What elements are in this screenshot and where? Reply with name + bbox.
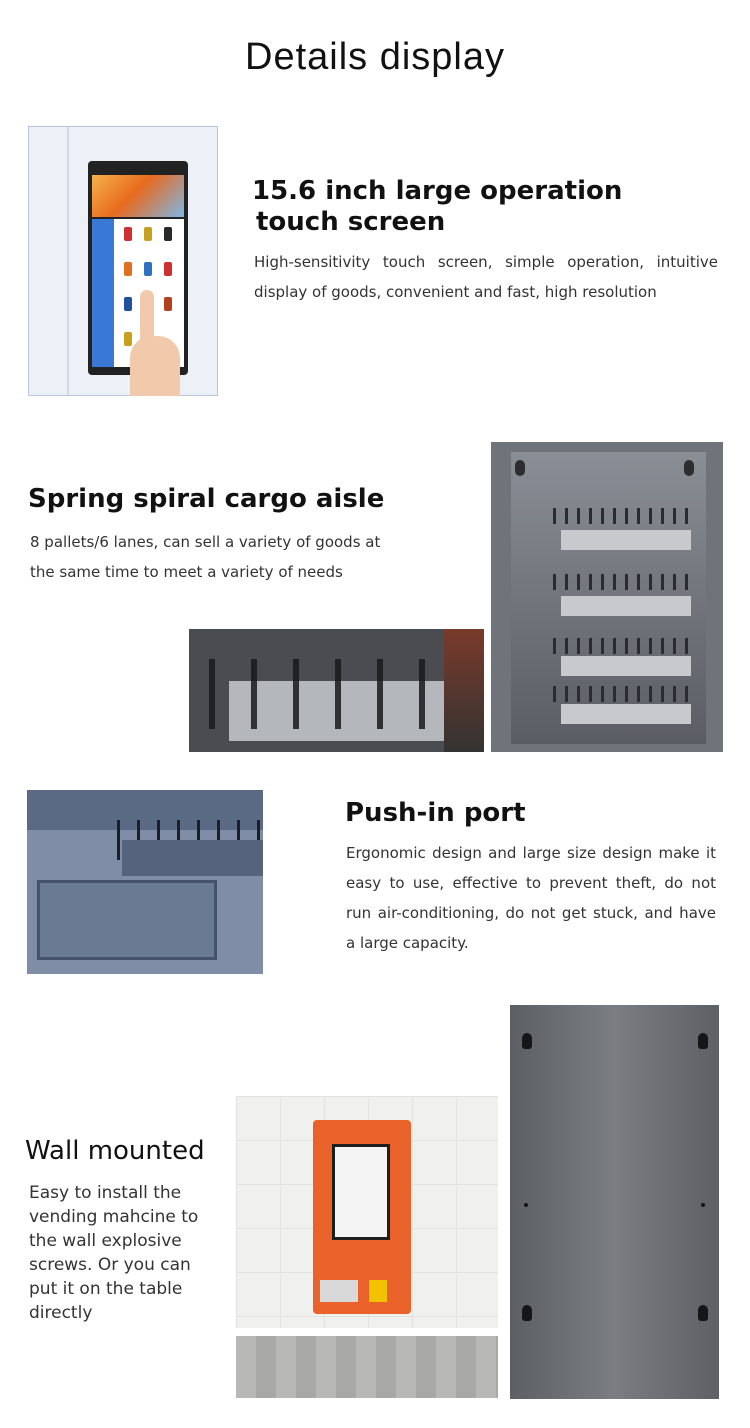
- tray-bracket: [122, 840, 263, 876]
- product-icon: [124, 297, 132, 311]
- mount-hole: [515, 460, 525, 476]
- wall-mounted-line: vending mahcine to: [29, 1207, 199, 1227]
- keyhole-slot: [698, 1305, 708, 1321]
- wall-mounted-line: Easy to install the: [29, 1183, 182, 1203]
- spiral-coil: [553, 508, 693, 524]
- wall-mounted-line: directly: [29, 1303, 93, 1323]
- screw-hole: [701, 1203, 705, 1207]
- mount-hole: [684, 460, 694, 476]
- push-in-port-title: Push-in port: [345, 798, 526, 828]
- spiral-coil: [553, 638, 693, 654]
- push-in-port-description: Ergonomic design and large size design make it easy to use, effective to prevent theft, do not run air-conditioning, do not get stuck, and have a large capacity.: [346, 844, 716, 952]
- screen-sidebar: [92, 219, 114, 367]
- cabinet-interior-photo: [491, 442, 723, 752]
- keyhole-slot: [698, 1033, 708, 1049]
- screw-hole: [524, 1203, 528, 1207]
- touch-screen-photo: [28, 126, 218, 396]
- product-icon: [164, 227, 172, 241]
- skirting-board: [236, 1328, 498, 1336]
- spring-closeup-photo: [189, 629, 484, 752]
- touch-screen-title-line1: 15.6 inch large operation: [252, 176, 623, 206]
- product-icon: [124, 332, 132, 346]
- spring-aisle-description: [30, 527, 380, 587]
- spring-aisle-title: Spring spiral cargo aisle: [28, 484, 385, 514]
- spiral-coil: [553, 574, 693, 590]
- panel-edge: [67, 127, 69, 396]
- product-icon: [144, 332, 152, 346]
- wood-floor: [236, 1336, 498, 1398]
- keyhole-slot: [522, 1305, 532, 1321]
- touch-screen-title: [252, 176, 622, 238]
- wall-mounted-line: screws. Or you can: [29, 1255, 191, 1275]
- push-in-port-photo: [27, 790, 263, 974]
- machine-screen-content: [335, 1147, 387, 1237]
- push-in-drawer: [37, 880, 217, 960]
- product-icon: [164, 297, 172, 311]
- wiring: [444, 629, 484, 752]
- screen-banner: [92, 175, 184, 217]
- back-plate-photo: [510, 1005, 719, 1399]
- product-icon: [164, 262, 172, 276]
- product-icon: [124, 227, 132, 241]
- cargo-tray: [561, 596, 691, 616]
- page-title: Details display: [245, 36, 505, 78]
- wall-mounted-description: [29, 1181, 198, 1325]
- spring-aisle-line2: the same time to meet a variety of needs: [30, 563, 343, 581]
- keyhole-slot: [522, 1033, 532, 1049]
- product-icon: [144, 297, 152, 311]
- spring-aisle-line1: 8 pallets/6 lanes, can sell a variety of goods at: [30, 533, 381, 551]
- spiral-coil: [553, 686, 693, 702]
- wall-mounted-line: the wall explosive: [29, 1231, 182, 1251]
- product-icon: [144, 227, 152, 241]
- touch-screen-description: High-sensitivity touch screen, simple operation, intuitive display of goods, convenient and fast, high resolution: [254, 253, 718, 301]
- cargo-tray: [561, 530, 691, 550]
- wall-scene-photo: [236, 1096, 498, 1398]
- spring-coil: [209, 659, 449, 729]
- cargo-tray: [561, 656, 691, 676]
- wall-mounted-title: Wall mounted: [25, 1136, 205, 1166]
- cargo-tray: [561, 704, 691, 724]
- touch-screen-title-line2: touch screen: [256, 207, 446, 237]
- product-icon: [124, 262, 132, 276]
- product-icon: [144, 262, 152, 276]
- payment-reader: [369, 1280, 387, 1302]
- wall-mounted-line: put it on the table: [29, 1279, 183, 1299]
- pickup-port: [320, 1280, 358, 1302]
